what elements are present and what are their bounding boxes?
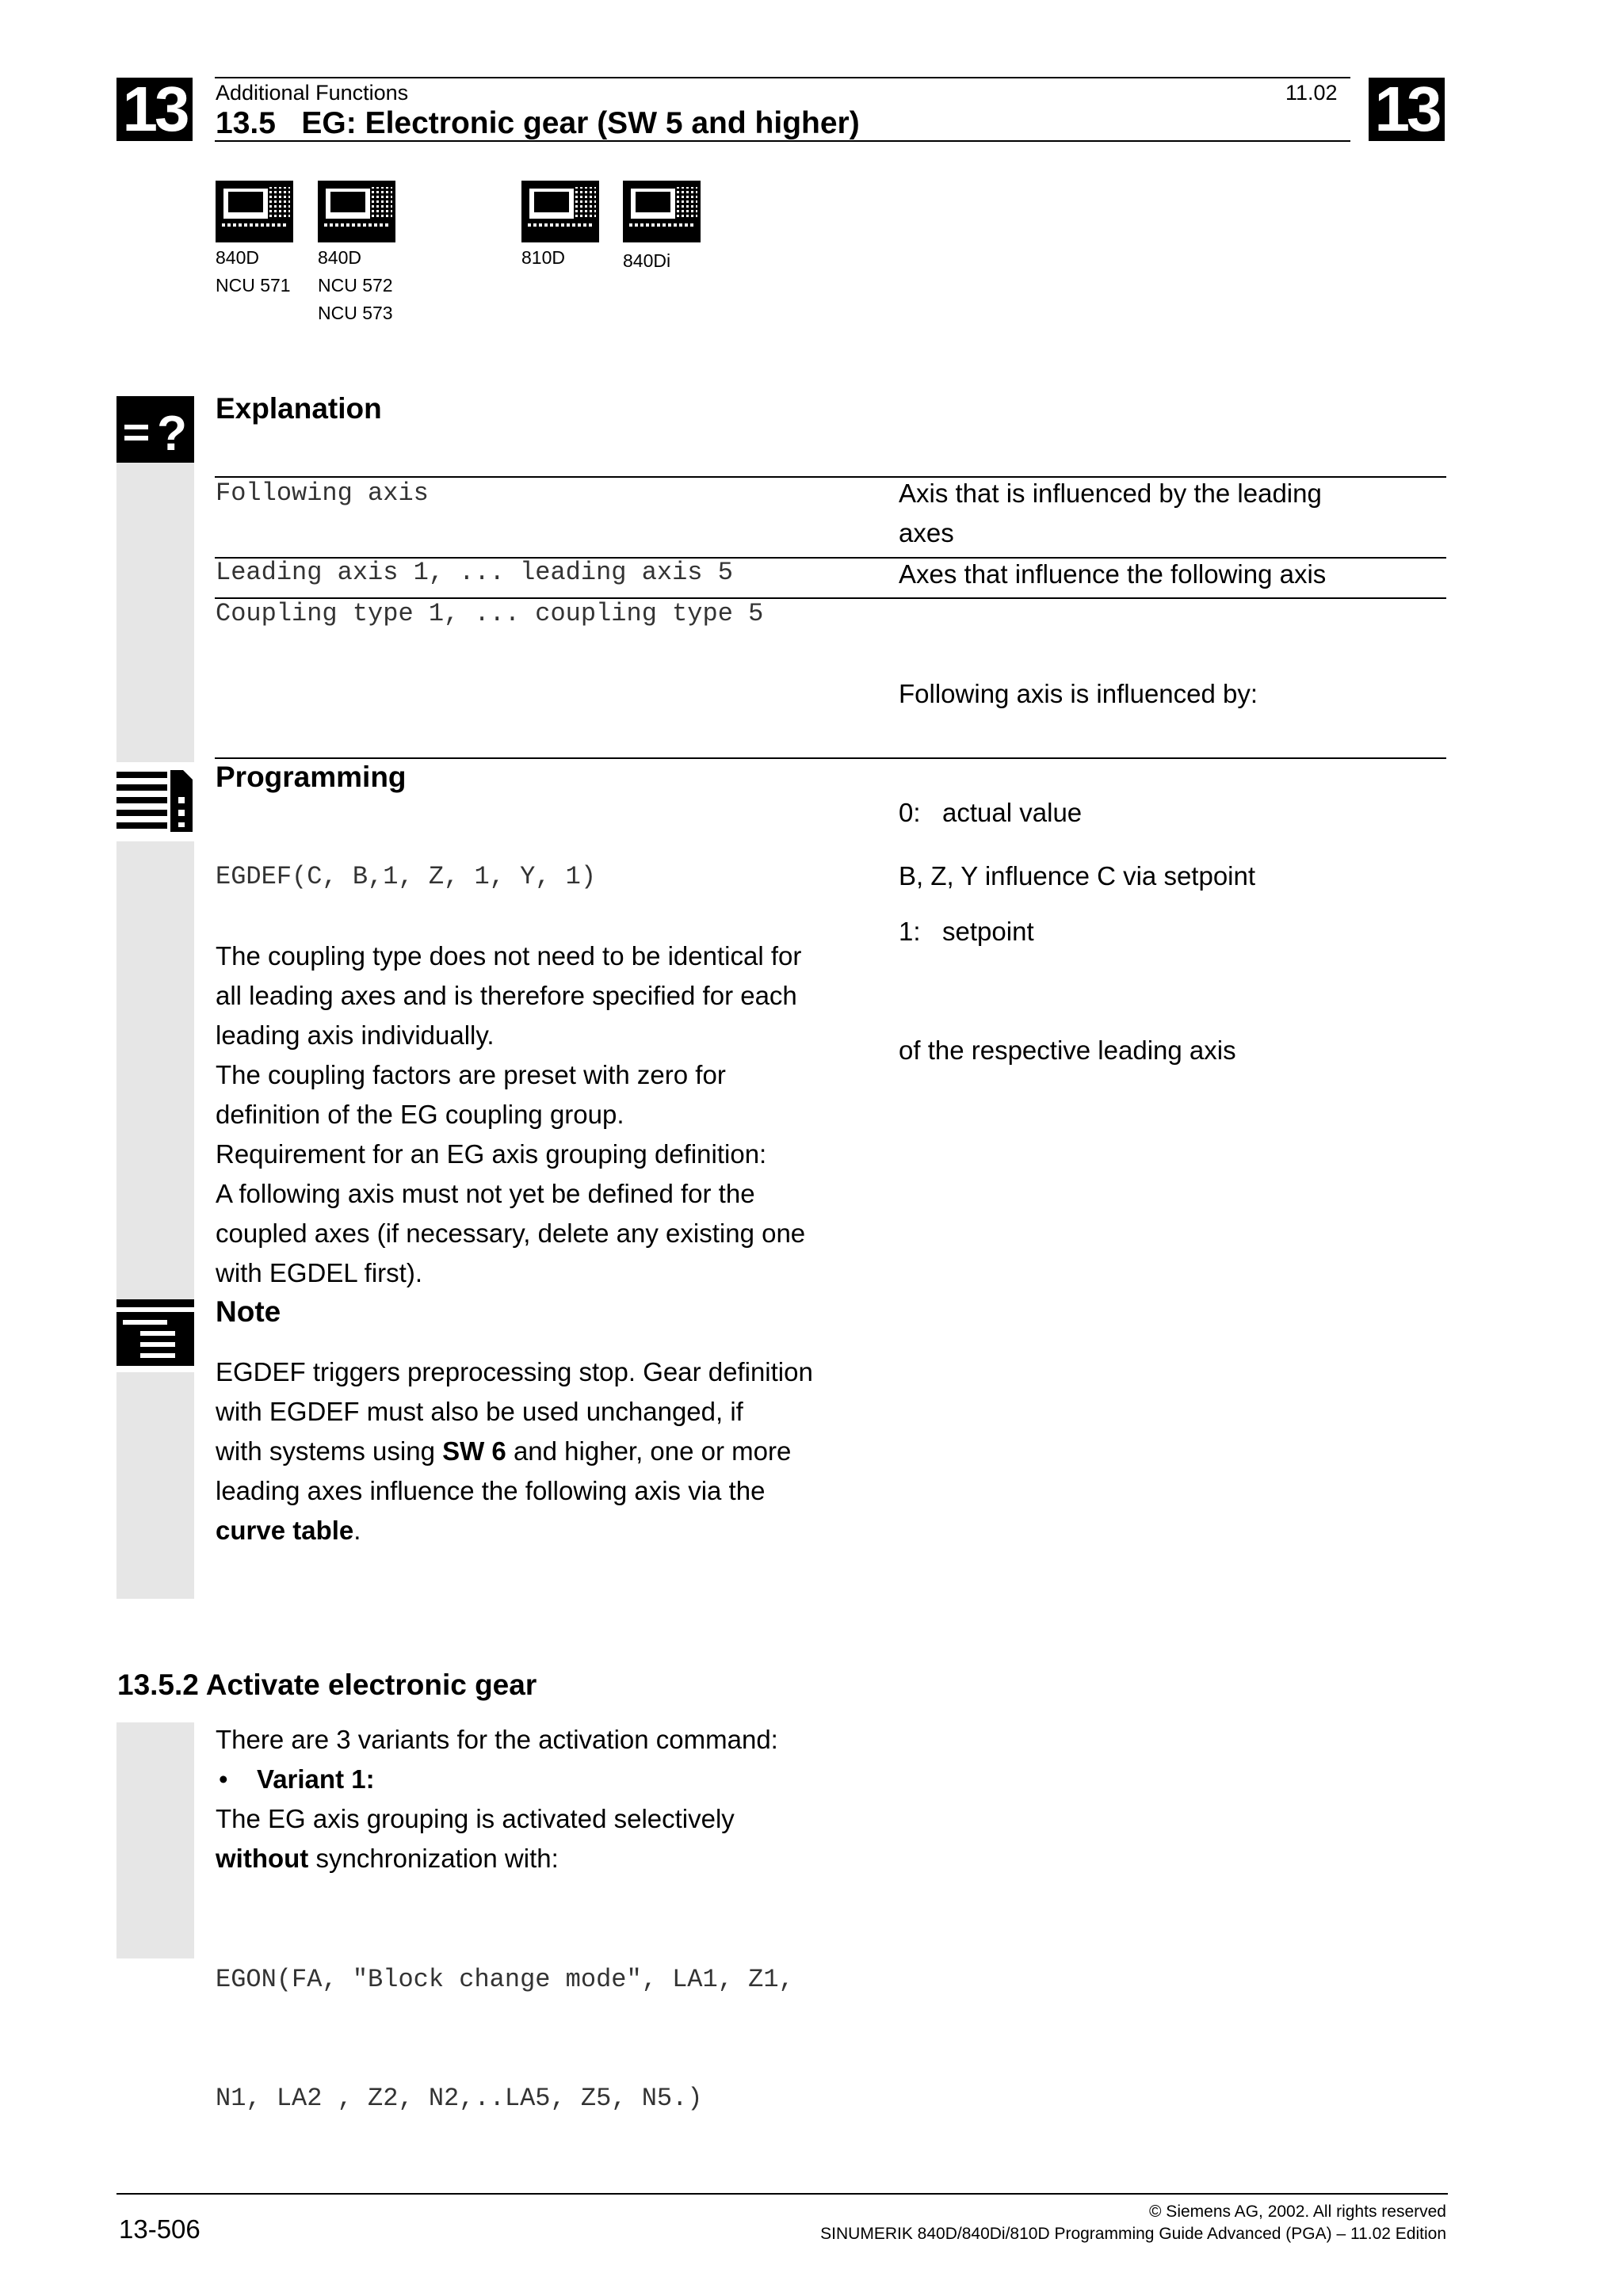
chapter-number-right: 13 [1369,78,1445,141]
header-top-rule [215,77,1350,78]
param-following-axis: Following axis [216,479,429,508]
desc-leading-axis: Axes that influence the following axis [899,559,1327,589]
sidebar-bar-programming [116,841,194,1301]
version-label: 11.02 [1285,81,1338,105]
desc-coupling-type: Following axis is influenced by: 0: actual value 1: setpoint of the respective leading axis [899,679,1258,1065]
note-text: EGDEF triggers preprocessing stop. Gear definition with EGDEF must also be used unchanged, if with systems using SW 6 and higher, one or more leading axes influence the following axis via the curve table. [216,1357,813,1545]
programming-heading: Programming [216,761,407,793]
note-hand-icon [116,1299,194,1372]
sidebar-bar-activate [116,1722,194,1958]
page-number: 13-506 [119,2214,200,2244]
bullet: • [219,1764,228,1794]
control-label-840d-572: 840D NCU 572 NCU 573 [318,247,393,323]
control-panel-icon [521,181,599,242]
control-label-840di: 840Di [623,250,671,271]
section-heading-1352: 13.5.2 Activate electronic gear [117,1669,537,1701]
explanation-icon [116,396,194,463]
edition-line: SINUMERIK 840D/840Di/810D Programming Guide Advanced (PGA) – 11.02 Edition [820,2225,1446,2243]
page-title: 13.5 EG: Electronic gear (SW 5 and higher) [216,106,860,140]
desc-following-axis: Axis that is influenced by the leading axes [899,479,1322,547]
control-label-810d: 810D [521,247,565,268]
programming-icon [116,765,194,833]
control-panel-icon [216,181,293,242]
header-bottom-rule [215,140,1350,142]
activate-section-text: There are 3 variants for the activation command: • Variant 1: The EG axis grouping is activated selectively without synchronization with: [216,1725,778,1873]
param-coupling-type: Coupling type 1, ... coupling type 5 [216,599,764,628]
chapter-number-left: 13 [116,78,193,141]
control-label-840d-571: 840D NCU 571 [216,247,291,296]
code-egdef: EGDEF(C, B,1, Z, 1, Y, 1) [216,862,597,891]
code-comment: B, Z, Y influence C via setpoint [899,861,1256,891]
footer-rule [116,2193,1448,2195]
copyright: © Siemens AG, 2002. All rights reserved [1149,2203,1446,2221]
programming-paragraph: The coupling type does not need to be identical for all leading axes and is therefore specified for each leading axis individually. The coupling factors are preset with zero for definition of the EG coupling group. Requirement for an EG axis grouping definition: A following axis must not yet be defined for the coupled axes (if necessary, delete any existing one with EGDEL first). [216,941,806,1287]
section-label: Additional Functions [216,81,409,105]
code-egon: EGON(FA, "Block change mode", LA1, Z1, N1, LA2 , Z2, N2,..LA5, Z5, N5.) [216,1965,794,2113]
svg-text:?: ? [157,406,187,461]
explanation-heading: Explanation [216,392,382,425]
control-panel-icon [318,181,395,242]
sidebar-bar-explanation [116,461,194,762]
param-leading-axis: Leading axis 1, ... leading axis 5 [216,558,733,587]
sidebar-bar-note [116,1371,194,1599]
control-panel-icon [623,181,701,242]
note-heading: Note [216,1295,281,1328]
